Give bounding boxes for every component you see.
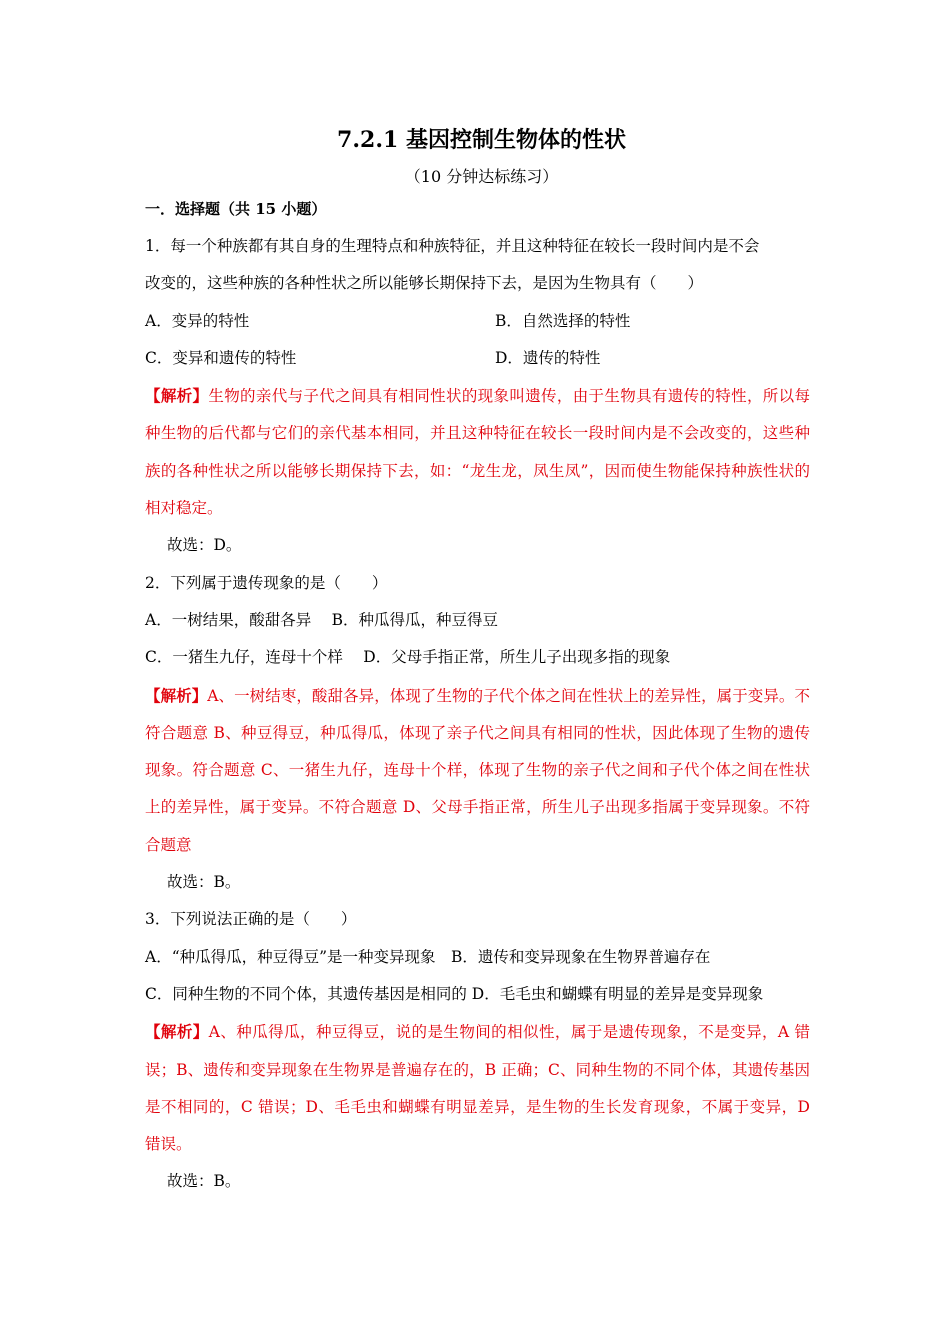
- question-3-stem: 3．下列说法正确的是（ ）: [145, 910, 357, 929]
- question-2-analysis-text: A、一树结枣，酸甜各异，体现了生物的子代个体之间在性状上的差异性，属于变异。不符合题意 B、种豆得豆，种瓜得瓜，体现了亲子代之间具有相同的性状，因此体现了生物的遗传现象。符合题意 C、一猪生九仔，连母十个样，体现了生物的亲子代之间和子代个体之间在性状上的差异性，属于变异。不符合题意 D、父母手指正常，所生儿子出现多指属于变异现象。不符合题意: [145, 686, 810, 854]
- question-1-options-row-1: [145, 303, 810, 340]
- page-title: 7.2.1 基因控制生物体的性状: [337, 127, 626, 153]
- question-1-stem-line-1: 1．每一个种族都有其自身的生理特点和种族特征，并且这种特征在较长一段时间内是不会: [145, 237, 760, 255]
- question-2-answer: 故选：B。: [167, 873, 241, 892]
- question-1-option-d: D．遗传的特性: [495, 348, 601, 367]
- question-1-option-a: A．变异的特性: [145, 311, 250, 330]
- question-3-analysis: [145, 1013, 810, 1163]
- question-2-analysis-tag: 【解析】: [145, 685, 208, 705]
- question-3-analysis-text: A、种瓜得瓜，种豆得豆，说的是生物间的相似性，属于是遗传现象，不是变异，A 错误；B、遗传和变异现象在生物界是普遍存在的，B 正确；C、同种生物的不同个体，其遗传基因是不相同的，C 错误；D、毛毛虫和蝴蝶有明显差异，是生物的生长发育现象，不属于变异，D 错误。: [145, 1023, 810, 1154]
- question-1-option-c: C．变异和遗传的特性: [145, 348, 297, 367]
- question-1-analysis-tag: 【解析】: [145, 386, 209, 406]
- question-1-stem-line-2: 改变的，这些种族的各种性状之所以能够长期保持下去，是因为生物具有（ ）: [145, 274, 704, 293]
- question-1-answer: 故选：D。: [167, 536, 242, 555]
- question-1-options-row-2: [145, 340, 810, 377]
- question-1-analysis: [145, 377, 810, 527]
- question-2-options-row-2: C．一猪生九仔，连母十个样 D．父母手指正常，所生儿子出现多指的现象: [145, 648, 671, 667]
- document-page: [145, 120, 810, 1201]
- question-3-analysis-tag: 【解析】: [145, 1022, 209, 1042]
- question-3-options-row-2: C．同种生物的不同个体，其遗传基因是相同的 D．毛毛虫和蝴蝶有明显的差异是变异现象: [145, 984, 764, 1003]
- question-1-analysis-text: 生物的亲代与子代之间具有相同性状的现象叫遗传，由于生物具有遗传的特性，所以每种生物的后代都与它们的亲代基本相同，并且这种特征在较长一段时间内是不会改变的，这些种族的各种性状之所以能够长期保持下去，如：“龙生龙，凤生凤”，因而使生物能保持种族性状的相对稳定。: [145, 387, 810, 518]
- question-3-answer: 故选：B。: [167, 1172, 241, 1191]
- question-2-options-row-1: A．一树结果，酸甜各异 B．种瓜得瓜，种豆得豆: [145, 610, 499, 629]
- question-2-stem: 2．下列属于遗传现象的是（ ）: [145, 573, 388, 592]
- question-2-analysis: [145, 677, 810, 864]
- page-subtitle: （10 分钟达标练习）: [404, 167, 559, 186]
- question-1: [145, 228, 810, 565]
- section-heading: 一．选择题（共 15 小题）: [145, 200, 327, 218]
- question-2: [145, 565, 810, 902]
- question-3: [145, 901, 810, 1200]
- question-1-option-b: B．自然选择的特性: [495, 311, 631, 330]
- question-3-options-row-1: A．“种瓜得瓜，种豆得豆”是一种变异现象 B．遗传和变异现象在生物界普遍存在: [145, 947, 711, 966]
